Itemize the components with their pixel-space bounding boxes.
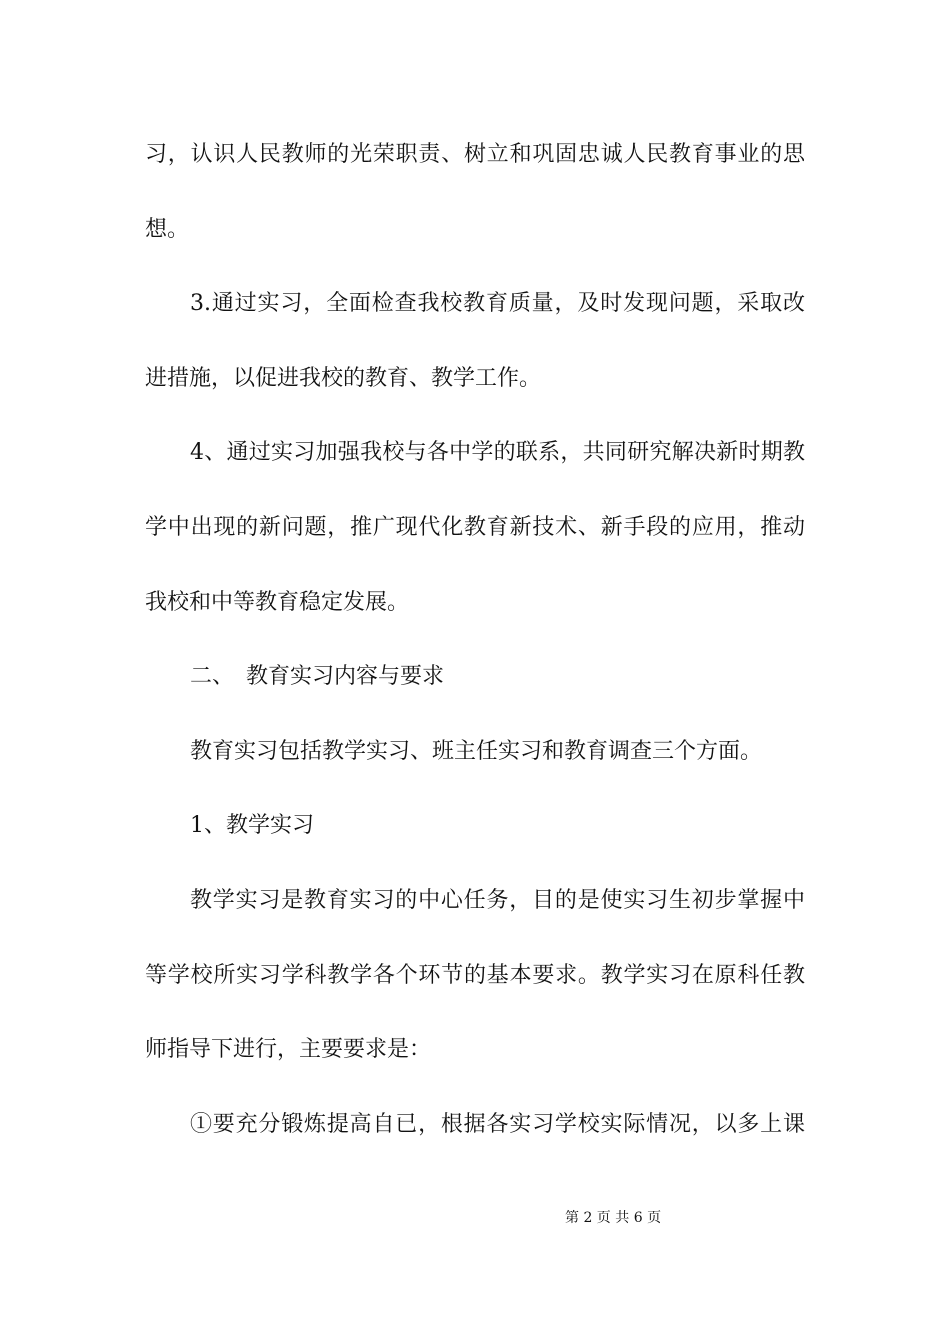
document-page-body (145, 118, 805, 1162)
paragraph-line: 进措施，以促进我校的教育、教学工作。 (145, 365, 542, 391)
paragraph-line: 学中出现的新问题，推广现代化教育新技术、新手段的应用，推动 (145, 514, 805, 540)
paragraph-line: 习，认识人民教师的光荣职责、树立和巩固忠诚人民教育事业的思 (145, 142, 805, 167)
paragraph-line: 师指导下进行，主要要求是： (145, 1037, 432, 1063)
paragraph-line: 教育实习包括教学实习、班主任实习和教育调查三个方面。 (190, 738, 763, 764)
paragraph-line: 3.通过实习，全面检查我校教育质量，及时发现问题，采取改 (190, 291, 805, 317)
paragraph-line: 等学校所实习学科教学各个环节的基本要求。教学实习在原科任教 (145, 962, 805, 988)
section-heading-title: 教育实习内容与要求 (246, 664, 445, 690)
paragraph-line: 4、通过实习加强我校与各中学的联系，共同研究解决新时期教 (190, 440, 805, 466)
paragraph-line: ①要充分锻炼提高自已，根据各实习学校实际情况，以多上课 (190, 1111, 805, 1137)
paragraph-line: 想。 (145, 216, 190, 242)
page-number-footer: 第 2 页 共 6 页 (565, 1210, 662, 1226)
section-heading (145, 640, 805, 715)
paragraph-line: 我校和中等教育稳定发展。 (145, 589, 410, 615)
section-heading-number: 二、 (190, 664, 235, 690)
paragraph-line: 教学实习是教育实习的中心任务，目的是使实习生初步掌握中 (190, 887, 805, 913)
sub-heading: 1、教学实习 (190, 813, 314, 839)
